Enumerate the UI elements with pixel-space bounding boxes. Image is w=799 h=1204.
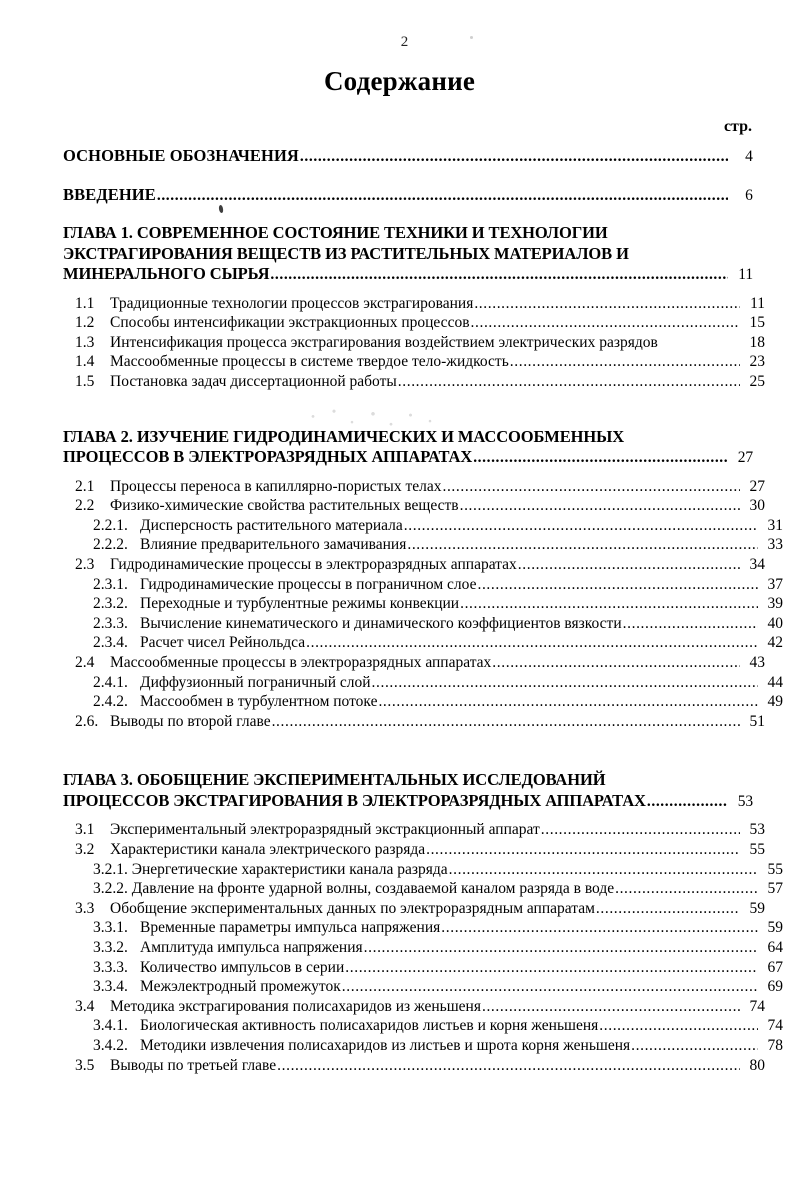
toc-entry-number: 2.2.1. bbox=[93, 516, 128, 534]
toc-leader-dots bbox=[364, 938, 758, 958]
toc-entry-number: 2.3.4. bbox=[93, 634, 128, 652]
toc-entry-page-number: 11 bbox=[738, 266, 753, 284]
toc-entry-page-number: 4 bbox=[745, 148, 753, 165]
toc-entry-page-number: 15 bbox=[749, 314, 765, 332]
toc-entry-page-number: 31 bbox=[767, 516, 783, 534]
toc-entry-number: 3.5 bbox=[75, 1056, 95, 1074]
table-of-contents bbox=[63, 146, 783, 1075]
toc-entry[interactable] bbox=[63, 938, 783, 958]
toc-entry-page-number: 57 bbox=[767, 880, 783, 898]
toc-entry-page-number: 18 bbox=[749, 333, 765, 351]
toc-leader-dots bbox=[300, 147, 728, 167]
toc-entry-page-number: 67 bbox=[767, 958, 783, 976]
toc-entry-label: Выводы по третьей главе bbox=[110, 1056, 277, 1074]
page-folio-number bbox=[0, 34, 799, 51]
toc-leader-dots bbox=[596, 899, 740, 919]
toc-entry-number: 3.3 bbox=[75, 899, 95, 917]
toc-entry-page-number: 40 bbox=[767, 614, 783, 632]
toc-entry-page-number: 55 bbox=[749, 840, 765, 858]
toc-entry[interactable] bbox=[63, 633, 783, 653]
toc-entry[interactable] bbox=[63, 294, 765, 314]
toc-entry-page-number: 53 bbox=[749, 821, 765, 839]
toc-entry-label: Диффузионный пограничный слой bbox=[140, 673, 371, 691]
toc-entry-page-number: 74 bbox=[767, 1017, 783, 1035]
toc-leader-dots bbox=[471, 313, 740, 333]
toc-entry-page-number: 33 bbox=[767, 536, 783, 554]
toc-entry-page-number: 69 bbox=[767, 978, 783, 996]
toc-leader-dots bbox=[270, 265, 728, 286]
toc-entry-label: Постановка задач диссертационной работы bbox=[110, 373, 397, 391]
toc-entry[interactable] bbox=[63, 997, 765, 1017]
toc-entry[interactable] bbox=[63, 860, 783, 880]
toc-entry-label: Традиционные технологии процессов экстрагирования bbox=[110, 294, 474, 312]
folio-value: 2 bbox=[400, 34, 409, 50]
toc-spacer bbox=[63, 205, 753, 223]
toc-leader-dots bbox=[460, 496, 740, 516]
toc-entry-label: ОСНОВНЫЕ ОБОЗНАЧЕНИЯ bbox=[63, 146, 299, 165]
toc-entry[interactable] bbox=[63, 146, 753, 167]
toc-entry[interactable] bbox=[63, 313, 765, 333]
toc-entry-label: Биологическая активность полисахаридов листьев и корня женьшеня bbox=[140, 1017, 599, 1035]
toc-entry[interactable] bbox=[63, 516, 783, 536]
toc-entry-page-number: 78 bbox=[767, 1036, 783, 1054]
toc-entry-page-number: 44 bbox=[767, 673, 783, 691]
toc-entry-page-number: 55 bbox=[767, 860, 783, 878]
toc-entry[interactable] bbox=[63, 333, 765, 353]
toc-leader-dots bbox=[492, 653, 740, 673]
toc-chapter-title-line: ЭКСТРАГИРОВАНИЯ ВЕЩЕСТВ ИЗ РАСТИТЕЛЬНЫХ МАТЕРИАЛОВ И bbox=[63, 243, 629, 263]
toc-entry-label: Обобщение экспериментальных данных по электроразрядным аппаратам bbox=[110, 899, 595, 917]
toc-entry-label: Влияние предварительного замачивания bbox=[140, 536, 407, 554]
toc-entry-page-number: 39 bbox=[767, 595, 783, 613]
toc-entry[interactable] bbox=[63, 555, 765, 575]
toc-entry-number: 2.1 bbox=[75, 477, 95, 495]
toc-entry-label: Процессы переноса в капиллярно-пористых телах bbox=[110, 477, 442, 495]
toc-leader-dots bbox=[426, 840, 740, 860]
toc-chapter-title-lastline bbox=[63, 264, 753, 286]
toc-leader-dots bbox=[345, 958, 758, 978]
toc-entry[interactable] bbox=[63, 820, 765, 840]
toc-entry[interactable] bbox=[63, 653, 765, 673]
toc-entry-number: 2.3.2. bbox=[93, 595, 128, 613]
toc-entry-label: Расчет чисел Рейнольдса bbox=[140, 634, 306, 652]
toc-entry-label: Энергетические характеристики канала разряда bbox=[131, 860, 448, 878]
toc-spacer bbox=[63, 167, 753, 185]
toc-leader-dots bbox=[615, 879, 758, 899]
toc-entry-page-number: 64 bbox=[767, 938, 783, 956]
toc-entry-label: Вычисление кинематического и динамического коэффициентов вязкости bbox=[140, 614, 622, 632]
toc-entry-label: ВВЕДЕНИЕ bbox=[63, 184, 156, 204]
toc-entry[interactable] bbox=[63, 712, 765, 732]
toc-entry-number: 3.3.4. bbox=[93, 978, 128, 996]
toc-spacer bbox=[63, 392, 753, 427]
toc-entry[interactable] bbox=[63, 185, 753, 206]
toc-entry-label: Гидродинамические процессы в пограничном слое bbox=[140, 575, 477, 593]
toc-entry-label: Количество импульсов в серии bbox=[140, 958, 345, 976]
toc-entry-label: Массообменные процессы в электроразрядных аппаратах bbox=[110, 654, 492, 671]
toc-entry[interactable] bbox=[63, 958, 783, 978]
toc-entry-page-number: 53 bbox=[737, 792, 753, 810]
toc-leader-dots bbox=[372, 673, 758, 693]
toc-leader-dots bbox=[518, 555, 740, 575]
toc-leader-dots bbox=[378, 692, 758, 712]
toc-spacer bbox=[63, 286, 753, 294]
toc-entry-number: 3.4 bbox=[75, 997, 95, 1015]
toc-entry-label: МИНЕРАЛЬНОГО СЫРЬЯ bbox=[63, 264, 270, 284]
toc-entry-label: ПРОЦЕССОВ ЭКСТРАГИРОВАНИЯ В ЭЛЕКТРОРАЗРЯДНЫХ АППАРАТАХ bbox=[63, 790, 646, 810]
toc-leader-dots bbox=[441, 918, 758, 938]
toc-entry[interactable] bbox=[63, 840, 765, 860]
toc-entry-label: Межэлектродный промежуток bbox=[140, 978, 341, 996]
toc-entry[interactable] bbox=[63, 496, 765, 516]
toc-entry-number: 3.4.1. bbox=[93, 1017, 128, 1035]
toc-leader-dots bbox=[272, 712, 740, 732]
toc-leader-dots bbox=[460, 594, 758, 614]
toc-entry[interactable] bbox=[63, 977, 783, 997]
page-title: Содержание bbox=[323, 66, 476, 96]
toc-entry[interactable] bbox=[63, 594, 783, 614]
toc-entry-number: 2.4 bbox=[75, 654, 95, 671]
toc-entry-page-number: 11 bbox=[750, 294, 765, 312]
page-column-header: стр. bbox=[723, 118, 752, 135]
toc-entry-label: Интенсификация процесса экстрагирования воздействием электрических разрядов bbox=[110, 333, 658, 351]
toc-leader-dots bbox=[482, 997, 740, 1017]
toc-chapter-title-line: ГЛАВА 1. СОВРЕМЕННОЕ СОСТОЯНИЕ ТЕХНИКИ И ТЕХНОЛОГИИ bbox=[63, 223, 608, 243]
toc-entry[interactable] bbox=[63, 918, 783, 938]
toc-entry[interactable] bbox=[63, 575, 783, 595]
toc-entry-number: 2.3.1. bbox=[93, 575, 128, 593]
toc-chapter-title-lastline bbox=[63, 447, 753, 469]
toc-leader-dots bbox=[477, 575, 758, 595]
toc-entry-page-number: 49 bbox=[767, 693, 783, 711]
toc-leader-dots bbox=[306, 633, 758, 653]
toc-entry-number: 1.4 bbox=[75, 353, 95, 371]
toc-entry-label: ПРОЦЕССОВ В ЭЛЕКТРОРАЗРЯДНЫХ АППАРАТАХ bbox=[63, 447, 473, 467]
toc-entry-number: 2.4.1. bbox=[93, 673, 128, 691]
toc-leader-dots bbox=[157, 186, 728, 206]
toc-entry-number: 2.4.2. bbox=[93, 693, 128, 711]
toc-entry[interactable] bbox=[63, 673, 783, 693]
toc-entry-label: Физико-химические свойства растительных веществ bbox=[110, 497, 459, 515]
toc-entry-page-number: 59 bbox=[767, 919, 783, 937]
toc-entry-number: 1.1 bbox=[75, 294, 95, 312]
toc-chapter-entry[interactable] bbox=[63, 223, 753, 286]
toc-entry[interactable] bbox=[63, 879, 783, 899]
toc-spacer bbox=[63, 731, 753, 770]
toc-leader-dots bbox=[342, 977, 758, 997]
toc-entry[interactable] bbox=[63, 535, 783, 555]
toc-entry-label: Способы интенсификации экстракционных процессов bbox=[110, 314, 470, 332]
toc-entry-number: 1.3 bbox=[75, 333, 95, 351]
toc-entry-label: Массообменные процессы в системе твердое тело-жидкость bbox=[110, 353, 509, 371]
toc-entry-number: 3.2.2. bbox=[93, 880, 128, 898]
toc-entry-number: 1.5 bbox=[75, 373, 95, 391]
toc-leader-dots bbox=[449, 860, 758, 880]
toc-entry[interactable] bbox=[63, 1056, 765, 1076]
toc-chapter-title-lastline bbox=[63, 791, 753, 813]
toc-entry-page-number: 27 bbox=[737, 449, 753, 467]
toc-entry[interactable] bbox=[63, 692, 783, 712]
toc-leader-dots bbox=[404, 516, 758, 536]
toc-chapter-entry[interactable] bbox=[63, 427, 753, 469]
toc-entry-label: Выводы по второй главе bbox=[110, 712, 271, 730]
toc-entry-label: Дисперсность растительного материала bbox=[140, 516, 403, 534]
toc-entry-label: Методики извлечения полисахаридов из листьев и шрота корня женьшеня bbox=[140, 1036, 631, 1054]
toc-entry-page-number: 34 bbox=[749, 556, 765, 574]
toc-entry-page-number: 43 bbox=[749, 654, 765, 671]
toc-entry-label: Временные параметры импульса напряжения bbox=[140, 919, 441, 937]
toc-entry-page-number: 30 bbox=[749, 497, 765, 515]
toc-entry-label: Амплитуда импульса напряжения bbox=[140, 938, 363, 956]
toc-entry-page-number: 74 bbox=[749, 997, 765, 1015]
toc-chapter-entry[interactable] bbox=[63, 770, 753, 812]
toc-entry-number: 3.2.1. bbox=[93, 860, 128, 878]
toc-entry-number: 2.3.3. bbox=[93, 614, 128, 632]
toc-entry-number: 3.3.2. bbox=[93, 938, 128, 956]
toc-entry[interactable] bbox=[63, 372, 765, 392]
toc-entry-number: 3.3.3. bbox=[93, 958, 128, 976]
toc-entry[interactable] bbox=[63, 1036, 783, 1056]
toc-leader-dots bbox=[473, 448, 728, 469]
toc-entry-label: Характеристики канала электрического разряда bbox=[110, 840, 426, 858]
toc-entry-number: 2.2.2. bbox=[93, 536, 128, 554]
toc-entry-page-number: 42 bbox=[767, 634, 783, 652]
toc-leader-dots bbox=[442, 477, 740, 497]
toc-entry[interactable] bbox=[63, 1016, 783, 1036]
toc-leader-dots bbox=[541, 820, 740, 840]
toc-entry-number: 2.3 bbox=[75, 556, 95, 574]
toc-leader-dots bbox=[277, 1056, 740, 1076]
toc-entry-page-number: 6 bbox=[745, 186, 753, 204]
toc-leader-dots bbox=[647, 792, 728, 813]
toc-entry-page-number: 37 bbox=[767, 575, 783, 593]
toc-entry-number: 3.2 bbox=[75, 840, 95, 858]
toc-entry-page-number: 59 bbox=[749, 899, 765, 917]
toc-entry-label: Гидродинамические процессы в электроразрядных аппаратах bbox=[110, 556, 517, 574]
toc-entry-number: 3.1 bbox=[75, 821, 95, 839]
toc-entry-number: 1.2 bbox=[75, 314, 95, 332]
toc-leader-dots bbox=[623, 614, 758, 634]
toc-leader-dots bbox=[474, 294, 740, 314]
toc-entry-label: Массообмен в турбулентном потоке bbox=[140, 693, 378, 711]
toc-chapter-title-line: ГЛАВА 2. ИЗУЧЕНИЕ ГИДРОДИНАМИЧЕСКИХ И МАССООБМЕННЫХ bbox=[63, 426, 625, 446]
toc-spacer bbox=[63, 469, 753, 477]
toc-entry-label: Переходные и турбулентные режимы конвекции bbox=[140, 595, 460, 613]
toc-entry-page-number: 23 bbox=[749, 353, 765, 371]
toc-entry-number: 2.6. bbox=[75, 712, 99, 730]
toc-entry-number: 3.3.1. bbox=[93, 919, 128, 937]
toc-leader-dots bbox=[631, 1036, 758, 1056]
toc-entry-number: 3.4.2. bbox=[93, 1036, 128, 1054]
toc-entry-page-number: 80 bbox=[749, 1056, 765, 1074]
toc-leader-dots bbox=[398, 372, 740, 392]
toc-entry-page-number: 51 bbox=[749, 712, 765, 730]
toc-entry[interactable] bbox=[63, 477, 765, 497]
toc-entry-page-number: 27 bbox=[749, 477, 765, 495]
toc-entry-label: Давление на фронте ударной волны, создаваемой каналом разряда в воде bbox=[131, 880, 615, 898]
toc-chapter-title-line: ГЛАВА 3. ОБОБЩЕНИЕ ЭКСПЕРИМЕНТАЛЬНЫХ ИССЛЕДОВАНИЙ bbox=[63, 770, 606, 790]
toc-entry-label: Экспериментальный электроразрядный экстракционный аппарат bbox=[110, 821, 540, 839]
toc-entry-label: Методика экстрагирования полисахаридов из женьшеня bbox=[110, 997, 481, 1015]
toc-entry[interactable] bbox=[63, 899, 765, 919]
toc-entry-page-number: 25 bbox=[749, 373, 765, 391]
toc-entry[interactable] bbox=[63, 614, 783, 634]
toc-spacer bbox=[63, 812, 753, 820]
toc-leader-dots bbox=[599, 1016, 758, 1036]
toc-entry[interactable] bbox=[63, 352, 765, 372]
toc-leader-dots bbox=[510, 352, 740, 372]
toc-entry-number: 2.2 bbox=[75, 497, 95, 515]
toc-leader-dots bbox=[407, 535, 758, 555]
